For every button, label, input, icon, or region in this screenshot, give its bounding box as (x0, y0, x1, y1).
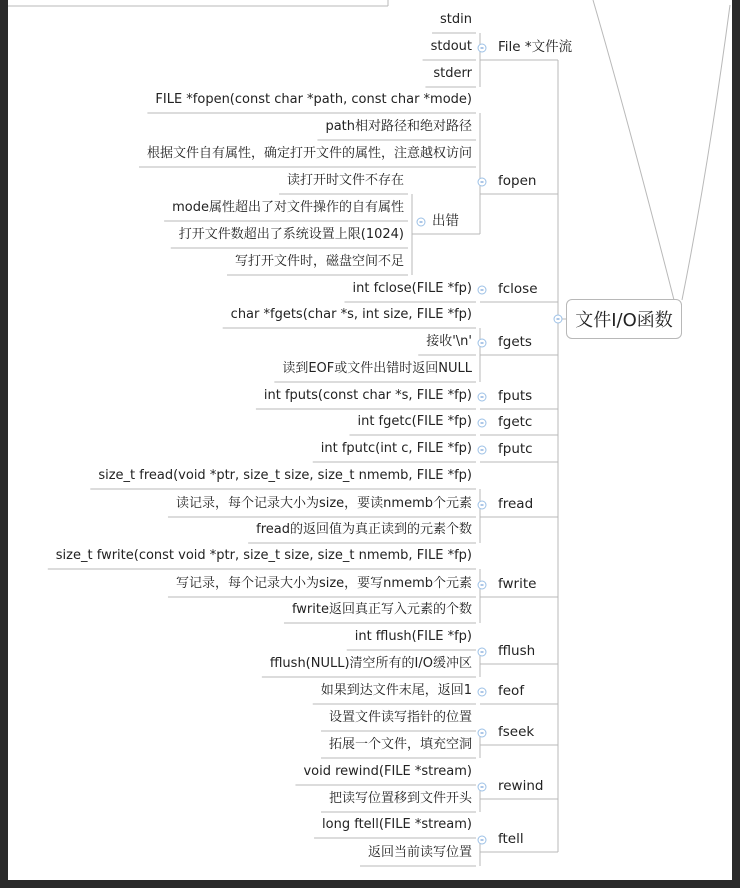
branch-fwrite[interactable]: fwrite (498, 576, 537, 592)
branch-file_stream[interactable]: File *文件流 (498, 39, 573, 55)
branch-fgetc-collapse-icon[interactable] (478, 419, 487, 428)
leaf-fwrite-1[interactable]: 写记录，每个记录大小为size，要写nmemb个元素 (175, 576, 472, 591)
branch-fgetc[interactable]: fgetc (498, 414, 533, 430)
leaf-ftell-1[interactable]: 返回当前读写位置 (367, 845, 472, 860)
leaf-fread-0[interactable]: size_t fread(void *ptr, size_t size, size_t nmemb, FILE *fp) (98, 468, 472, 483)
branch-ftell-collapse-icon[interactable] (478, 836, 487, 845)
branch-fputs-collapse-icon[interactable] (478, 393, 487, 402)
branch-fseek-collapse-icon[interactable] (478, 729, 487, 738)
leaf-rewind-1[interactable]: 把读写位置移到文件开头 (328, 791, 472, 806)
leaf-fwrite-0[interactable]: size_t fwrite(const void *ptr, size_t size, size_t nmemb, FILE *fp) (55, 548, 472, 563)
branch-fflush[interactable]: fflush (498, 643, 536, 659)
branch-fputc-collapse-icon[interactable] (478, 446, 487, 455)
branch-rewind[interactable]: rewind (498, 778, 544, 794)
leaf-fgets-0[interactable]: char *fgets(char *s, int size, FILE *fp) (230, 307, 472, 322)
leaf-file_stream-2[interactable]: stderr (433, 66, 472, 81)
branch-fopen-collapse-icon[interactable] (478, 178, 487, 187)
mind-map-canvas (8, 0, 732, 880)
leaf-feof-0[interactable]: 如果到达文件末尾，返回1 (320, 683, 472, 698)
sub-leaf-0[interactable]: 读打开时文件不存在 (286, 173, 404, 188)
branch-fread[interactable]: fread (498, 496, 534, 512)
branch-ftell[interactable]: ftell (498, 831, 524, 847)
branch-fclose[interactable]: fclose (498, 281, 538, 297)
leaf-fopen-0[interactable]: FILE *fopen(const char *path, const char *mode) (155, 92, 472, 107)
leaf-fread-1[interactable]: 读记录，每个记录大小为size，要读nmemb个元素 (175, 496, 472, 511)
leaf-fseek-0[interactable]: 设置文件读写指针的位置 (328, 710, 472, 725)
leaf-fread-2[interactable]: fread的返回值为真正读到的元素个数 (256, 522, 472, 537)
branch-fputc[interactable]: fputc (498, 441, 533, 457)
branch-fputs[interactable]: fputs (498, 388, 533, 404)
branch-fopen[interactable]: fopen (498, 173, 537, 189)
leaf-fgets-2[interactable]: 读到EOF或文件出错时返回NULL (282, 361, 472, 376)
root-node[interactable]: 文件I/O函数 (566, 299, 682, 339)
leaf-fwrite-2[interactable]: fwrite返回真正写入元素的个数 (291, 602, 472, 617)
sub-leaf-1[interactable]: mode属性超出了对文件操作的自有属性 (172, 200, 404, 215)
branch-fseek[interactable]: fseek (498, 724, 535, 740)
upper-connector (682, 5, 730, 300)
leaf-fgetc-0[interactable]: int fgetc(FILE *fp) (357, 414, 472, 429)
branch-file_stream-collapse-icon[interactable] (478, 44, 487, 53)
sub-leaf-3[interactable]: 写打开文件时，磁盘空间不足 (234, 254, 404, 269)
branch-feof-collapse-icon[interactable] (478, 688, 487, 697)
leaf-rewind-0[interactable]: void rewind(FILE *stream) (303, 764, 472, 779)
leaf-fputc-0[interactable]: int fputc(int c, FILE *fp) (320, 441, 472, 456)
leaf-fputs-0[interactable]: int fputs(const char *s, FILE *fp) (263, 388, 472, 403)
branch-fflush-collapse-icon[interactable] (478, 648, 487, 657)
leaf-fflush-1[interactable]: fflush(NULL)清空所有的I/O缓冲区 (269, 656, 472, 671)
leaf-fseek-1[interactable]: 拓展一个文件，填充空洞 (328, 737, 472, 752)
root-collapse-icon[interactable] (554, 315, 563, 324)
leaf-ftell-0[interactable]: long ftell(FILE *stream) (322, 817, 472, 832)
leaf-file_stream-0[interactable]: stdin (440, 12, 472, 27)
branch-fgets-collapse-icon[interactable] (478, 339, 487, 348)
branch-fclose-collapse-icon[interactable] (478, 286, 487, 295)
leaf-fgets-1[interactable]: 接收'\n' (426, 334, 472, 349)
branch-feof[interactable]: feof (498, 683, 525, 699)
leaf-fopen-2[interactable]: 根据文件自有属性，确定打开文件的属性，注意越权访问 (146, 146, 472, 161)
leaf-fopen-1[interactable]: path相对路径和绝对路径 (325, 119, 472, 134)
leaf-file_stream-1[interactable]: stdout (430, 39, 472, 54)
branch-rewind-collapse-icon[interactable] (478, 783, 487, 792)
sub-branch-collapse-icon[interactable] (417, 218, 426, 227)
branch-fread-collapse-icon[interactable] (478, 501, 487, 510)
upper-connector-2 (593, 0, 674, 300)
branch-fwrite-collapse-icon[interactable] (478, 581, 487, 590)
branch-fgets[interactable]: fgets (498, 334, 532, 350)
leaf-fclose-0[interactable]: int fclose(FILE *fp) (352, 281, 472, 296)
sub-leaf-2[interactable]: 打开文件数超出了系统设置上限(1024) (178, 227, 404, 242)
leaf-fflush-0[interactable]: int fflush(FILE *fp) (354, 629, 472, 644)
sub-branch-error[interactable]: 出错 (432, 213, 459, 229)
